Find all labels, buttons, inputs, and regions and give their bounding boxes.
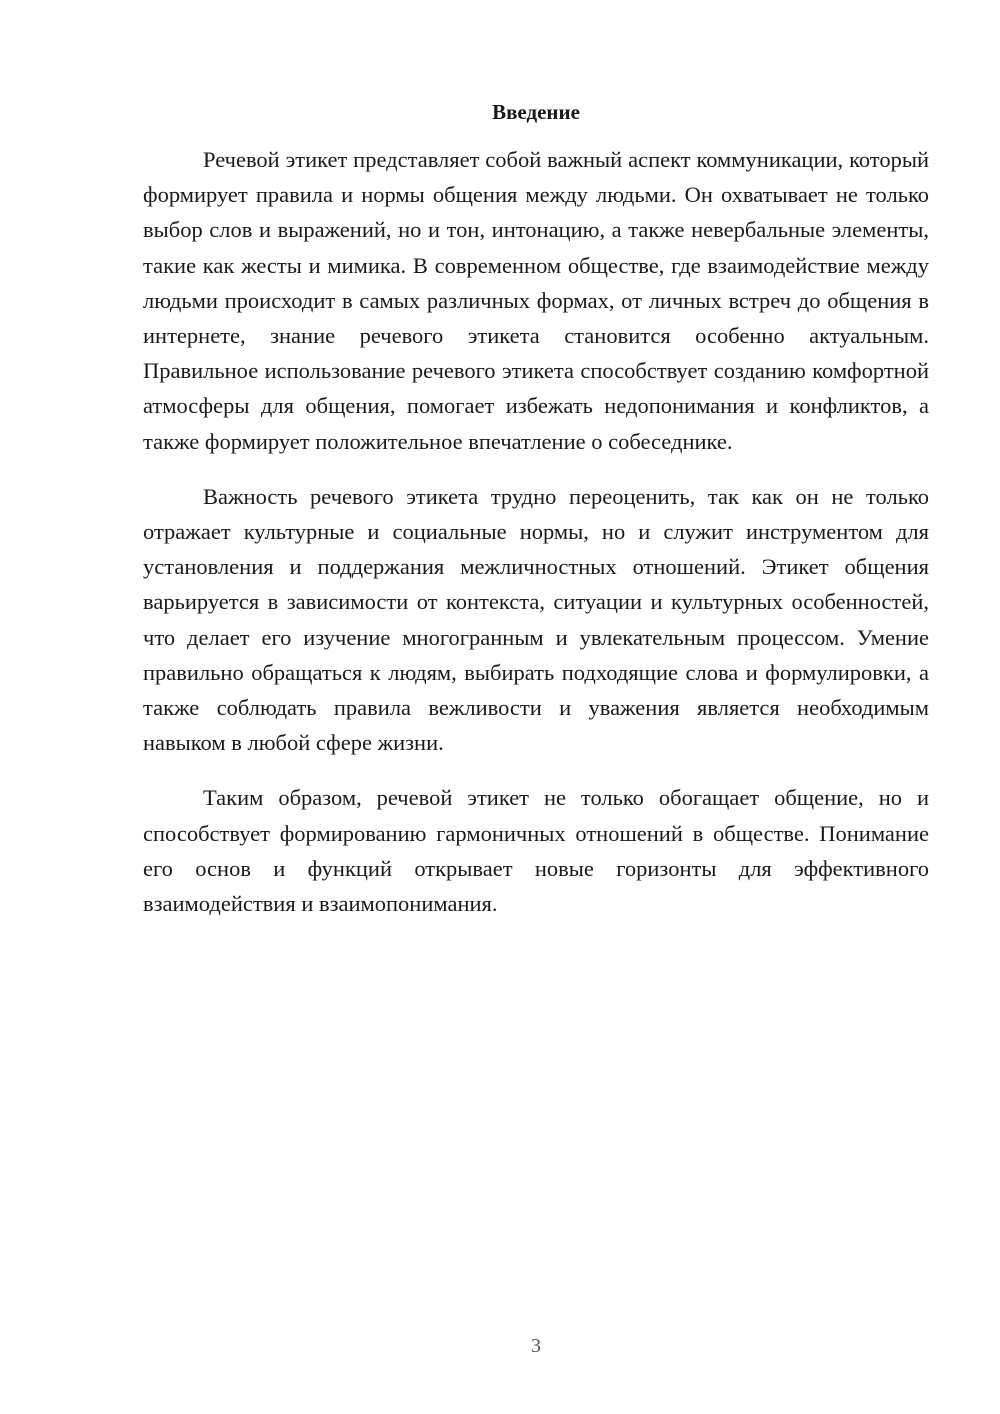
paragraph-conclusion: Таким образом, речевой этикет не только обогащает общение, но и способствует формированию гармоничных отношений в обществе. Понимание его основ и функций открывает новые горизонты для эффективного взаимодействия и взаимопонимания. <box>143 785 929 917</box>
paragraph-intro: Речевой этикет представляет собой важный аспект коммуникации, который формирует правила и нормы общения между людьми. Он охватывает не только выбор слов и выражений, но и тон, интонацию, а также невербальные элементы, такие как жесты и мимика. В современном обществе, где взаимодействие между людьми происходит в самых различных формах, от личных встреч до общения в интернете, знание речевого этикета становится особенно актуальным. Правильное использование речевого этикета способствует созданию комфортной атмосферы для общения, помогает избежать недопонимания и конфликтов, а также формирует положительное впечатление о собеседнике. <box>143 147 929 454</box>
section-title: Введение <box>492 100 580 124</box>
body-text <box>143 142 929 941</box>
page-number: 3 <box>531 1335 541 1357</box>
paragraph-importance: Важность речевого этикета трудно переоценить, так как он не только отражает культурные и социальные нормы, но и служит инструментом для установления и поддержания межличностных отношений. Этикет общения варьируется в зависимости от контекста, ситуации и культурных особенностей, что делает его изучение многогранным и увлекательным процессом. Умение правильно обращаться к людям, выбирать подходящие слова и формулировки, а также соблюдать правила вежливости и уважения является необходимым навыком в любой сфере жизни. <box>143 483 929 756</box>
